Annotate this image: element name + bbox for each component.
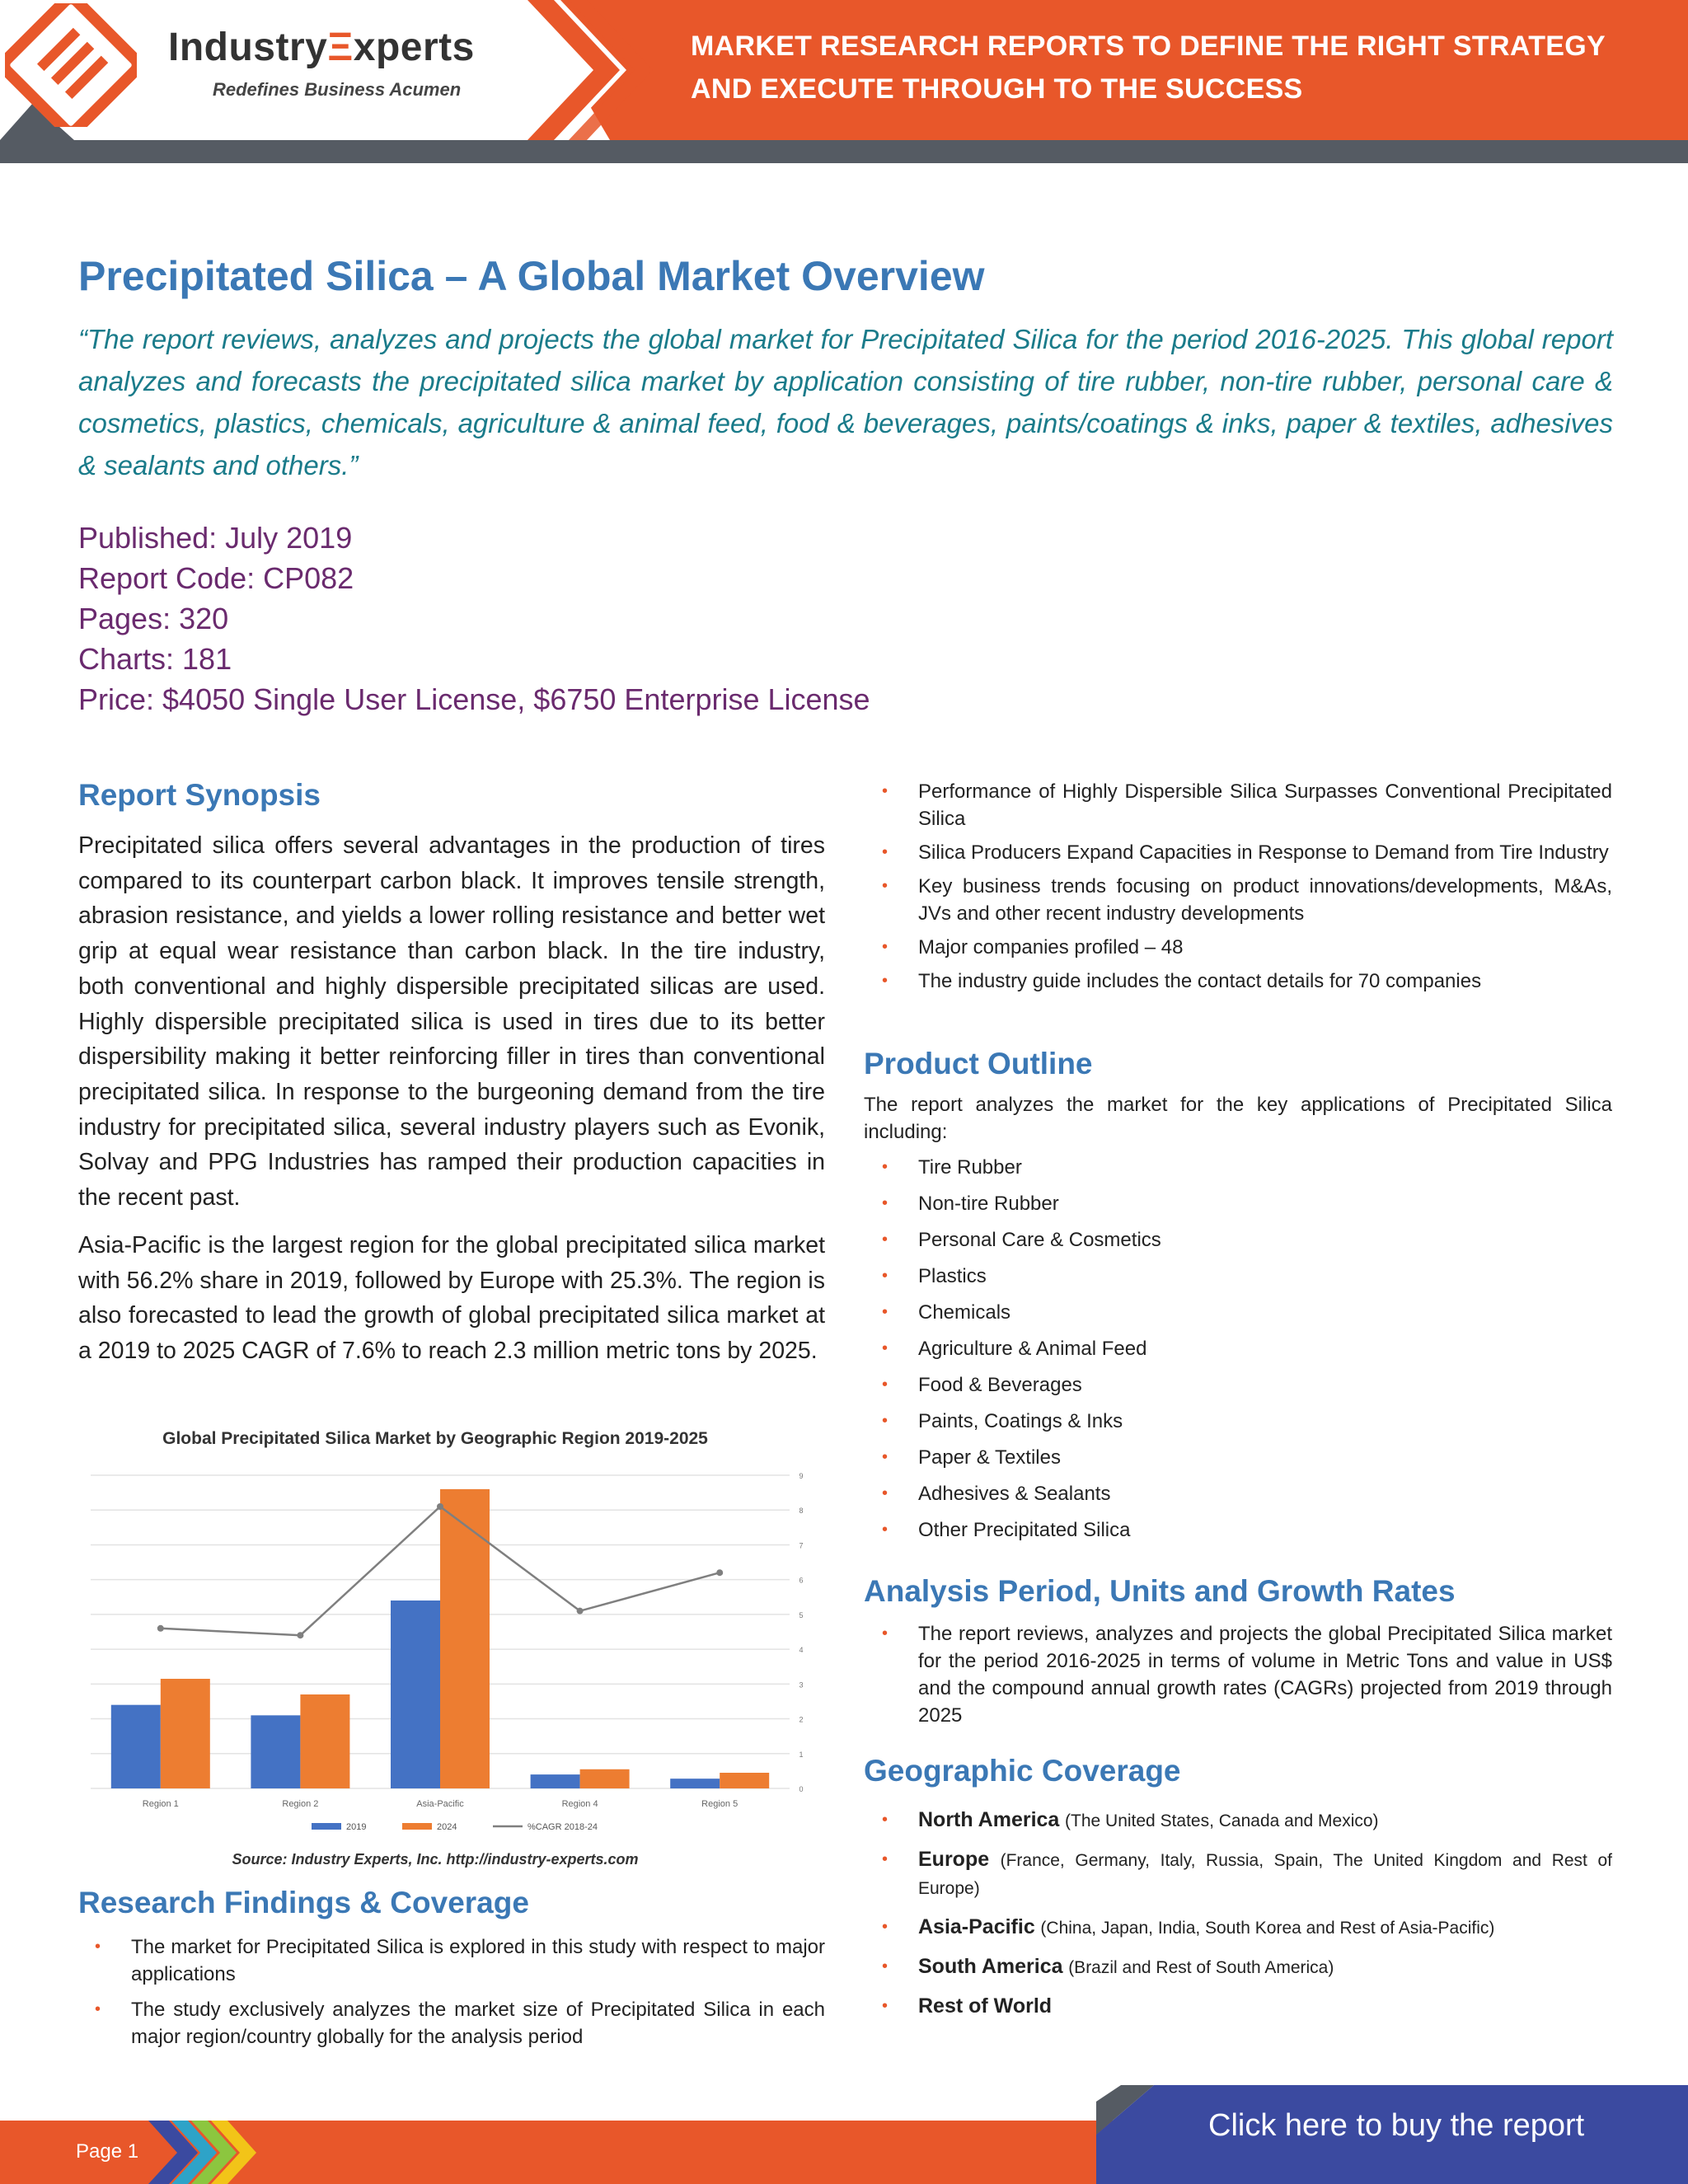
product-outline-intro: The report analyzes the market for the key applications of Precipitated Silica including: — [864, 1094, 1612, 1143]
list-item: • The study exclusively analyzes the market size of Precipitated Silica in each major region/country globally for the analysis period — [78, 1996, 825, 2050]
bullet-icon: • — [882, 1811, 889, 1829]
geo-list — [865, 1807, 1612, 2032]
bullet-icon: • — [882, 1158, 889, 1176]
list-item: • Food & Beverages — [865, 1371, 1612, 1399]
brand-e-mark: Ξ — [327, 26, 354, 69]
list-item: • South America (Brazil and Rest of South America) — [865, 1953, 1612, 1981]
list-item: • Europe (France, Germany, Italy, Russia, Spain, The United Kingdom and Rest of Europe) — [882, 1848, 1612, 1898]
bar-2019 — [111, 1705, 161, 1788]
y2-tick-label: 7 — [799, 1541, 804, 1550]
bullet-icon: • — [882, 877, 889, 895]
list-item: • Other Precipitated Silica — [865, 1516, 1612, 1544]
list-item: • Performance of Highly Dispersible Silica Surpasses Conventional Precipitated Silica — [865, 778, 1612, 832]
bullet-icon: • — [882, 1194, 889, 1212]
report-code: Report Code: CP082 — [78, 561, 354, 595]
chart-source: Source: Industry Experts, Inc. http://industry-experts.com — [232, 1851, 639, 1868]
x-tick-label: Region 2 — [282, 1799, 319, 1809]
x-tick-label: Region 5 — [701, 1799, 738, 1809]
bullet-icon: • — [882, 972, 889, 990]
bullet-icon: • — [882, 1230, 889, 1249]
bullet-icon: • — [882, 1303, 889, 1321]
bar-2019 — [670, 1779, 720, 1788]
findings-heading: Research Findings & Coverage — [78, 1886, 529, 1919]
cagr-point — [157, 1625, 164, 1632]
list-item: • North America (The United States, Canada and Mexico) — [865, 1807, 1612, 1835]
cagr-point — [716, 1569, 723, 1576]
list-item: • The industry guide includes the contact details for 70 companies — [865, 968, 1612, 995]
page-header — [0, 0, 1688, 165]
report-title: Precipitated Silica – A Global Market Overview — [78, 253, 985, 299]
bullet-icon: • — [95, 1938, 101, 1956]
y2-tick-label: 6 — [799, 1576, 804, 1585]
synopsis-paragraph-1: Precipitated silica offers several advantages in the production of tires compared to its counterpart carbon black. It improves tensile strength, abrasion resistance, and yields a lower rolling resistance and better wet grip at equal wear resistance than carbon black. In the tire industry, both conventional and highly dispersible precipitated silicas are used. Highly dispersible precipitated silica is used in tires due to its better dispersibility making it better reinforcing filler in tires than conventional precipitated silica. In response to the burgeoning demand from the tire industry for precipitated silica, several industry players such as Evonik, Solvay and PPG Industries has ramped their production capacities in the recent past. — [78, 832, 825, 1212]
y2-tick-label: 9 — [799, 1472, 804, 1480]
list-item: • Major companies profiled – 48 — [865, 934, 1612, 961]
report-meta — [78, 518, 870, 719]
brand-tagline: Redefines Business Acumen — [213, 79, 462, 100]
list-item: • Asia-Pacific (China, Japan, India, South Korea and Rest of Asia-Pacific) — [865, 1914, 1612, 1942]
bar-2024 — [580, 1769, 630, 1788]
bar-2024 — [161, 1679, 210, 1788]
bullet-icon: • — [882, 1376, 889, 1394]
header-slogan — [691, 25, 1663, 110]
y2-tick-label: 4 — [799, 1646, 804, 1655]
list-item: • Silica Producers Expand Capacities in Response to Demand from Tire Industry — [865, 839, 1612, 866]
y2-tick-label: 0 — [799, 1785, 804, 1793]
bullet-icon: • — [882, 1267, 889, 1285]
bullet-icon: • — [882, 1957, 889, 1975]
bullet-icon: • — [882, 1850, 889, 1868]
x-tick-label: Region 4 — [561, 1799, 598, 1809]
buy-report-link[interactable]: Click here to buy the report — [1208, 2108, 1585, 2143]
bar-2019 — [391, 1601, 440, 1788]
y2-tick-label: 3 — [799, 1680, 804, 1690]
bullet-icon: • — [882, 782, 889, 800]
bar-2019 — [531, 1774, 580, 1788]
list-item: • Rest of World — [865, 1993, 1612, 2021]
brand-name-part2: xperts — [353, 26, 475, 69]
list-item: • Chemicals — [865, 1299, 1612, 1326]
y2-tick-label: 2 — [799, 1715, 804, 1724]
findings-list — [78, 1933, 825, 2059]
legend-label: 2019 — [346, 1822, 367, 1832]
list-item: • Personal Care & Cosmetics — [865, 1226, 1612, 1254]
geographic-coverage-heading: Geographic Coverage — [864, 1754, 1181, 1788]
slogan-line-2: AND EXECUTE THROUGH TO THE SUCCESS — [691, 73, 1303, 105]
bar-2024 — [720, 1773, 769, 1788]
legend-swatch-2019 — [312, 1823, 341, 1830]
bullet-icon: • — [882, 1339, 889, 1357]
list-item: • Plastics — [865, 1263, 1612, 1290]
report-intro: “The report reviews, analyzes and projects the global market for Precipitated Silica for the period 2016-2025. This global report analyzes and forecasts the precipitated silica market by application consisting of tire rubber, non-tire rubber, personal care & cosmetics, plastics, chemicals, agriculture & animal feed, food & beverages, paints/coatings & inks, paper & textiles, adhesives & sealants and others.” — [78, 324, 1613, 480]
published-date: Published: July 2019 — [78, 521, 353, 555]
list-item: • Paints, Coatings & Inks — [865, 1408, 1612, 1435]
findings-continued-list — [865, 778, 1612, 1001]
y2-tick-label: 5 — [799, 1610, 804, 1619]
region-chart — [81, 1419, 823, 1872]
bar-2024 — [300, 1694, 349, 1788]
company-logo — [5, 3, 137, 127]
page-number: Page 1 — [76, 2140, 139, 2163]
list-item: • The market for Precipitated Silica is explored in this study with respect to major applications — [78, 1933, 825, 1988]
y2-tick-label: 8 — [799, 1507, 804, 1516]
synopsis-heading: Report Synopsis — [78, 778, 321, 812]
y2-tick-label: 1 — [799, 1750, 804, 1759]
legend-swatch-2024 — [402, 1823, 432, 1830]
x-tick-label: Region 1 — [142, 1799, 179, 1809]
list-item: • Tire Rubber — [865, 1154, 1612, 1181]
bullet-icon: • — [882, 1521, 889, 1539]
bullet-icon: • — [882, 843, 889, 861]
cagr-point — [297, 1632, 303, 1638]
page-footer — [0, 2085, 1688, 2184]
list-item: • The report reviews, analyzes and projects the global Precipitated Silica market for the period 2016-2025 in terms of volume in Metric Tons and value in US$ and the compound annual growth rates (CAGRs) projected from 2019 through 2025 — [865, 1620, 1612, 1729]
brand-name — [168, 25, 475, 70]
list-item: • Adhesives & Sealants — [865, 1480, 1612, 1507]
list-item: • Non-tire Rubber — [865, 1190, 1612, 1217]
cagr-point — [437, 1503, 443, 1510]
x-tick-label: Asia-Pacific — [416, 1799, 464, 1809]
bullet-icon: • — [882, 1412, 889, 1430]
list-item: • Agriculture & Animal Feed — [865, 1335, 1612, 1362]
brand-name-part1: Industry — [168, 26, 328, 69]
bullet-icon: • — [882, 1484, 889, 1502]
bar-2024 — [440, 1489, 490, 1788]
price: Price: $4050 Single User License, $6750 Enterprise License — [78, 682, 870, 716]
analysis-list — [865, 1620, 1612, 1729]
analysis-heading: Analysis Period, Units and Growth Rates — [864, 1574, 1456, 1608]
page-count: Pages: 320 — [78, 602, 229, 635]
bar-2019 — [251, 1715, 300, 1788]
cagr-point — [577, 1608, 584, 1615]
legend-label: 2024 — [437, 1822, 457, 1832]
bullet-icon: • — [882, 938, 889, 956]
list-item: • Paper & Textiles — [865, 1444, 1612, 1471]
legend-label: %CAGR 2018-24 — [528, 1822, 598, 1832]
bullet-icon: • — [882, 1997, 889, 2015]
bullet-icon: • — [882, 1624, 889, 1643]
list-item: • Key business trends focusing on product innovations/developments, M&As, JVs and other recent industry developments — [865, 873, 1612, 927]
chart-count: Charts: 181 — [78, 642, 232, 676]
bullet-icon: • — [882, 1448, 889, 1466]
bullet-icon: • — [95, 2000, 101, 2018]
product-outline-heading: Product Outline — [864, 1047, 1093, 1080]
chart-svg — [81, 1419, 823, 1872]
chart-title: Global Precipitated Silica Market by Geographic Region 2019-2025 — [162, 1429, 708, 1448]
synopsis-paragraph-2: Asia-Pacific is the largest region for the global precipitated silica market with 56.2% share in 2019, followed by Europe with 25.3%. The region is also forecasted to lead the growth of global precipitated silica market at a 2019 to 2025 CAGR of 7.6% to reach 2.3 million metric tons by 2025. — [78, 1232, 825, 1365]
product-list — [865, 1154, 1612, 1553]
slogan-line-1: MARKET RESEARCH REPORTS TO DEFINE THE RIGHT STRATEGY — [691, 30, 1606, 62]
bullet-icon: • — [882, 1918, 889, 1936]
